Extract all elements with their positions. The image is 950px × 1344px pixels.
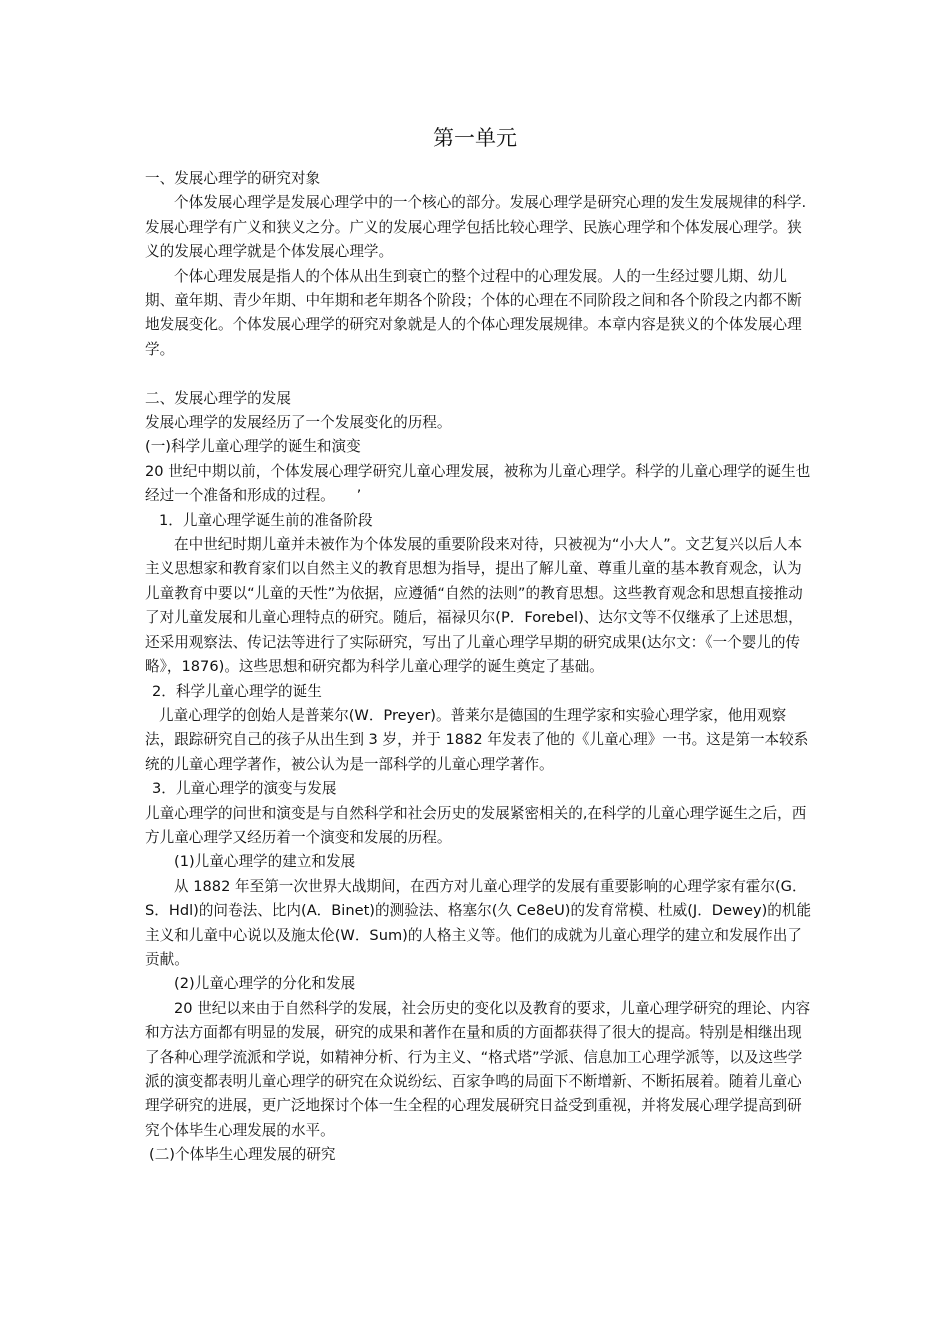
section-heading-1: 一、发展心理学的研究对象 — [145, 170, 321, 187]
paragraph: 在中世纪时期儿童并未被作为个体发展的重要阶段来对待，只被视为“小大人”。文艺复兴以后人本主义思想家和教育家们以自然主义的教育思想为指导，提出了解儿童、尊重儿童的基本教育观念，认为儿童教育中要以“儿童的天性”为依据，应遵循“自然的法则”的教育思想。这些教育观念和思想直接推动了对儿童发展和儿童心理特点的研究。随后，福禄贝尔(P．Forebel)、达尔文等不仅继承了上述思想，还采用观察法、传记法等进行了实际研究，写出了儿童心理学早期的研究成果(达尔文：《一个婴儿的传略》，1876)。这些思想和研究都为科学儿童心理学的诞生奠定了基础。 — [145, 536, 803, 676]
item-heading: 1．儿童心理学诞生前的准备阶段 — [159, 511, 373, 529]
paragraph: 儿童心理学的创始人是普莱尔(W．Preyer)。普莱尔是德国的生理学家和实验心理学家，他用观察法，跟踪研究自己的孩子从出生到 3 岁，并于 1882 年发表了他的《儿童心理》一书。这是第一本较系统的儿童心理学著作，被公认为是一部科学的儿童心理学著作。 — [145, 706, 809, 773]
paragraph: 个体发展心理学是发展心理学中的一个核心的部分。发展心理学是研究心理的发生发展规律的科学.发展心理学有广义和狭义之分。广义的发展心理学包括比较心理学、民族心理学和个体发展心理学。狭义的发展心理学就是个体发展心理学。 — [145, 194, 807, 261]
item-heading: 3．儿童心理学的演变与发展 — [152, 780, 337, 798]
subsection-heading: (二)个体毕生心理发展的研究 — [149, 1146, 336, 1164]
paragraph: 20 世纪以来由于自然科学的发展，社会历史的变化以及教育的要求，儿童心理学研究的理论、内容和方法方面都有明显的发展，研究的成果和著作在量和质的方面都获得了很大的提高。特别是相继出现了各种心理学流派和学说，如精神分析、行为主义、“格式塔”学派、信息加工心理学派等，以及这些学派的演变都表明儿童心理学的研究在众说纷纭、百家争鸣的局面下不断增新、不断拓展着。随着儿童心理学研究的进展，更广泛地探讨个体一生全程的心理发展研究日益受到重视，并将发展心理学提高到研究个体毕生心理发展的水平。 — [145, 999, 811, 1139]
paragraph: 从 1882 年至第一次世界大战期间，在西方对儿童心理学的发展有重要影响的心理学家有霍尔(G．S．Hdl)的问卷法、比内(A．Binet)的测验法、格塞尔(久 Ce8eU)的发育常模、杜威(J．Dewey)的机能主义和儿童中心说以及施太伦(W．Sum)的人格主义等。他们的成就为儿童心理学的建立和发展作出了贡献。 — [145, 877, 812, 968]
paragraph: 发展心理学的发展经历了一个发展变化的历程。 — [145, 414, 452, 432]
paragraph: 20 世纪中期以前，个体发展心理学研究儿童心理发展，被称为儿童心理学。科学的儿童心理学的诞生也经过一个准备和形成的过程。 ’ — [145, 462, 811, 505]
paragraph: 儿童心理学的问世和演变是与自然科学和社会历史的发展紧密相关的,在科学的儿童心理学诞生之后，西方儿童心理学又经历着一个演变和发展的历程。 — [145, 804, 807, 846]
item-heading: 2．科学儿童心理学的诞生 — [152, 682, 322, 700]
subsection-heading: (一)科学儿童心理学的诞生和演变 — [145, 438, 361, 456]
document-title: 第一单元 — [433, 126, 517, 150]
document-body — [145, 167, 813, 1168]
blank-line — [145, 362, 813, 386]
sub-item-heading: (2)儿童心理学的分化和发展 — [174, 975, 356, 993]
section-heading-2: 二、发展心理学的发展 — [145, 389, 291, 407]
paragraph: 个体心理发展是指人的个体从出生到衰亡的整个过程中的心理发展。人的一生经过婴儿期、幼儿期、童年期、青少年期、中年期和老年期各个阶段；个体的心理在不同阶段之间和各个阶段之内都不断地发展变化。个体发展心理学的研究对象就是人的个体心理发展规律。本章内容是狭义的个体发展心理学。 — [145, 267, 802, 358]
sub-item-heading: (1)儿童心理学的建立和发展 — [174, 853, 356, 871]
